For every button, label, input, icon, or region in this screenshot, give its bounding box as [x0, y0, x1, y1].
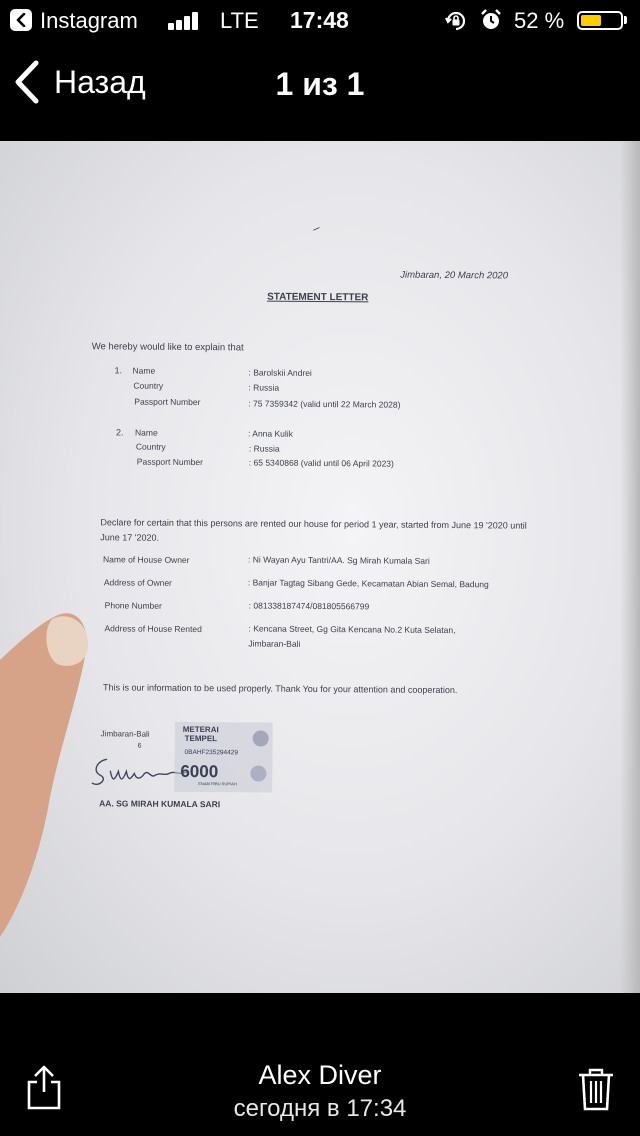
pen-mark: ‒: [310, 220, 322, 236]
person-name-label: Name: [132, 365, 156, 376]
person-country: : Russia: [248, 443, 280, 454]
status-time: 17:48: [290, 7, 349, 33]
person-name: : Barolskii Andrei: [248, 367, 312, 378]
sender-name: Alex Diver: [258, 1060, 382, 1090]
stamp-line1: METERAI: [182, 724, 219, 735]
person-passport-label: Passport Number: [136, 456, 204, 468]
detail-value: : 081338187474/081805566799: [248, 600, 370, 612]
orientation-lock-icon: [444, 9, 468, 38]
back-to-app-icon[interactable]: [10, 9, 32, 31]
signal-bars-icon: [168, 12, 202, 30]
detail-label: Address of House Rented: [104, 623, 202, 635]
detail-label: Phone Number: [104, 600, 162, 611]
battery-icon: [577, 11, 623, 30]
person-passport-label: Passport Number: [134, 396, 201, 408]
signature-place: Jimbaran-Bali: [100, 729, 150, 739]
revenue-stamp: [174, 722, 273, 793]
stamp-line2: TEMPEL: [184, 733, 218, 744]
battery-tip: [624, 16, 627, 24]
person-name-label: Name: [135, 427, 158, 438]
stamp-serial: 0BAHF235294429: [184, 748, 239, 757]
person-number: 1.: [114, 365, 123, 376]
letter-date: Jimbaran, 20 March 2020: [400, 269, 509, 282]
person-country-label: Country: [133, 380, 164, 391]
detail-label: Name of House Owner: [103, 554, 190, 565]
detail-value: : Ni Wayan Ayu Tantri/AA. Sg Mirah Kumala Sari: [248, 554, 430, 566]
detail-value-continued: Jimbaran-Bali: [248, 638, 301, 649]
closing-sentence: This is our information to be used properly. Thank You for your attention and cooperation.: [103, 682, 458, 696]
person-passport: : 75 7359342 (valid until 22 March 2028): [248, 398, 401, 410]
stamp-amount: 6000: [180, 761, 219, 782]
detail-value: : Kencana Street, Gg Gita Kencana No.2 Kuta Selatan,: [248, 623, 456, 636]
letter-heading: STATEMENT LETTER: [267, 291, 369, 304]
person-passport: : 65 5340868 (valid until 06 April 2023): [248, 457, 394, 469]
status-bar: [0, 0, 640, 42]
sent-timestamp: сегодня в 17:34: [233, 1095, 407, 1122]
battery-level: [581, 15, 601, 26]
battery-percent: 52 %: [514, 8, 565, 33]
back-button-label: Назад: [54, 63, 146, 100]
trash-icon: [576, 1066, 616, 1112]
statement-letter-document: [0, 141, 640, 993]
back-to-app-label[interactable]: Instagram: [40, 8, 138, 33]
detail-label: Address of Owner: [103, 577, 172, 588]
photo-shadow-edge: [620, 141, 640, 993]
detail-value: : Banjar Tagtag Sibang Gede, Kecamatan Abian Semal, Badung: [247, 577, 489, 590]
network-type: LTE: [220, 8, 259, 33]
thumb-in-photo: [0, 607, 90, 937]
person-country: : Russia: [248, 382, 280, 393]
signature-marker: 6: [137, 742, 142, 750]
page-title: 1 из 1: [275, 66, 365, 102]
delete-button[interactable]: [576, 1066, 616, 1117]
photo-viewer[interactable]: [0, 141, 640, 993]
person-number: 2.: [116, 427, 124, 438]
person-name: : Anna Kulik: [248, 428, 293, 439]
person-country-label: Country: [135, 441, 166, 452]
alarm-icon: [479, 8, 503, 37]
letter-intro: We hereby would like to explain that: [91, 341, 244, 354]
stamp-caption: ENAM RIBU RUPIAH: [198, 781, 237, 787]
signatory-name: AA. SG MIRAH KUMALA SARI: [99, 798, 221, 810]
declaration-paragraph: Declare for certain that this persons are rented our house for period 1 year, started from June 19 '2020 until June 17 '2020.: [100, 517, 527, 543]
